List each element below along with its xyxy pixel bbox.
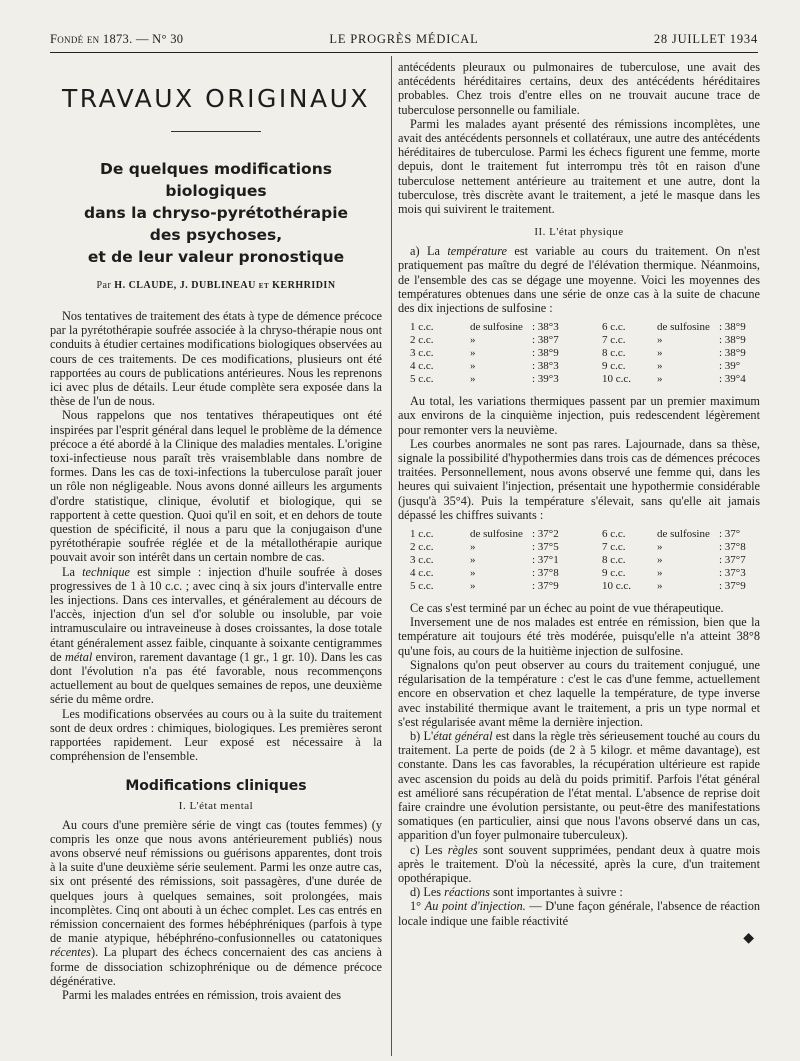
table-cell: 4 c.c. <box>410 567 434 580</box>
table-cell: » <box>657 373 663 386</box>
paragraph: Au total, les variations thermiques passent par un premier maximum aux environs de la cinquième injection, puis redescendent légèrement pour remonter vers la neuvième. <box>398 394 760 437</box>
paragraph: Nous rappelons que nos tentatives thérapeutiques ont été inspirées par l'esprit général dans lequel le problème de la démence précoce a été abordé à la Clinique des maladies mentales. L'origine toxi-infectieuse nous paraît très vraisemblable dans nombre de formes. Dans les cas de toxi-infections la tuberculose paraît jouer un rôle non négligeable. Nous avons donné ailleurs les arguments d'ordre statistique, clinique, évolutif et biologique, qui se rapportent à cette question. Quoi qu'il en soit, et en dehors de toute question de spécificité, il nous a paru que la conjugaison d'une pyrétothérapie soufrée réglée et de la métallothérapie aurique pouvait avoir son intérêt dans un certain nombre de cas. <box>50 408 382 565</box>
table-cell: 7 c.c. <box>602 541 626 554</box>
paragraph: Les courbes anormales ne sont pas rares. Lajournade, dans sa thèse, signale la possibilité d'hypothermies dans trois cas de démences précoces traitées. Personnellement, nous avons observé une femme qui, dans les heures qui suivaient l'injection, présentait une hypothermie considérable (jusqu'à 35°4). Puis la température s'élevait, sans qu'elle ait jamais dépassé les chiffres suivants : <box>398 436 760 522</box>
table-row <box>398 528 760 541</box>
subheading: Modifications cliniques <box>125 777 307 794</box>
paragraph: Ce cas s'est terminé par un échec au point de vue thérapeutique. <box>410 601 724 616</box>
right-column <box>398 60 760 947</box>
left-column <box>50 60 382 1002</box>
table-cell: » <box>470 347 476 360</box>
table-cell: de sulfosine <box>470 321 523 334</box>
text-run: est simple : injection d'huile soufrée à doses progressives de 1 à 10 c.c. ; avec cinq à six jours d'intervalle entre les injections. Dans ces intervalles, et généralement au décours de l'accès, injection d'un sel d'or soluble ou insoluble, par voie intramusculaire ou intraveineuse à doses croissantes, la dose totale étant généralement assez faible, cinquante à soixante centigrammes de <box>50 564 382 664</box>
table-cell: : 37°5 <box>532 541 559 554</box>
table-cell: » <box>470 541 476 554</box>
temperature-table <box>398 528 760 593</box>
paragraph: Parmi les malades ayant présenté des rémissions incomplètes, une avait des antécédents personnels et collatéraux, une autre des antécédents héréditaires de tuberculose. Parmi les échecs figurent une femme, morte depuis, dont le traitement fut interrompu très tôt en raison d'une tuberculose nettement antérieure au traitement et une autre, dont la tuberculose, très discrète avant le traitement, a jeté le masque dans les mois qui suivirent le traitement. <box>398 116 760 217</box>
italic-term: métal <box>64 649 93 664</box>
paragraph: Parmi les malades entrées en rémission, trois avaient des <box>62 987 341 1002</box>
italic-term: température <box>447 244 507 259</box>
table-cell: » <box>470 554 476 567</box>
table-cell: 1 c.c. <box>410 528 434 541</box>
table-cell: 3 c.c. <box>410 554 434 567</box>
authors-prefix: Par <box>96 280 112 291</box>
article-title-line: dans la chryso-pyrétothérapie <box>83 204 349 222</box>
table-cell: 1 c.c. <box>410 321 434 334</box>
table-cell: » <box>470 580 476 593</box>
table-cell: : 38°9 <box>719 347 746 360</box>
table-cell: 8 c.c. <box>602 554 626 567</box>
title-rule <box>171 131 261 132</box>
text-run: sont importantes à suivre : <box>493 885 623 900</box>
table-cell: » <box>470 567 476 580</box>
table-cell: : 37°2 <box>532 528 559 541</box>
table-cell: de sulfosine <box>470 528 523 541</box>
text-run: sont souvent supprimées, pendant deux à quatre mois après le traitement. D'où la nécessité, après la cure, d'un traitement opothérapique. <box>398 842 760 885</box>
paragraph <box>50 818 382 988</box>
table-cell: » <box>470 334 476 347</box>
table-cell: de sulfosine <box>657 321 710 334</box>
table-cell: : 37°8 <box>532 567 559 580</box>
table-row <box>398 360 760 373</box>
paragraph <box>50 565 382 707</box>
article-title-line: et de leur valeur pronostique <box>87 248 345 266</box>
text-run: d) Les <box>410 885 442 900</box>
paragraph: Inversement une de nos malades est entrée en rémission, bien que la température ait toujours été très modérée, puisqu'elle n'a atteint 38°8 qu'une fois, au cours de la huitième injection de sulfosine. <box>398 615 760 658</box>
table-cell: : 37°8 <box>719 541 746 554</box>
article-title <box>50 158 382 268</box>
table-row <box>398 567 760 580</box>
table-row <box>398 321 760 334</box>
text-run: 1° <box>410 899 425 914</box>
table-cell: : 37°7 <box>719 554 746 567</box>
italic-term: technique <box>82 564 130 579</box>
table-cell: » <box>470 360 476 373</box>
table-cell: 10 c.c. <box>602 580 632 593</box>
sub-subheading: II. L'état physique <box>534 226 624 239</box>
text-run: environ, rarement davantage (1 gr., 1 gr. 10). Dans les cas dont l'évolution n'a pas été favorable, nous recommençons actuellement au bout de quelques semaines de repos, une deuxième série du même ordre. <box>50 649 383 707</box>
table-cell: : 38°3 <box>532 321 559 334</box>
table-cell: : 38°9 <box>719 334 746 347</box>
table-cell: 10 c.c. <box>602 373 632 386</box>
table-cell: » <box>470 373 476 386</box>
text-run: est dans la règle très sérieusement touché au cours du traitement. La perte de poids (de 2 à 5 kilogr. et même davantage), est constante. Dans les cas favorables, la récupération ultérieure est rapide avec ascension du poids au delà du poids primitif. Parfois l'état général est amélioré sans récupération de l'état mental. L'absence de reprise doit faire craindre une évolution persistante, ou peut-être des manifestations somatiques (en particulier, ainsi que nous l'avons observé dans un cas, apparition d'un foyer pulmonaire tuberculeux). <box>398 728 760 843</box>
issue-date: 28 JUILLET 1934 <box>653 32 758 46</box>
table-cell: : 37° <box>719 528 741 541</box>
section-title: TRAVAUX ORIGINAUX <box>61 84 370 113</box>
text-run: La <box>62 564 75 579</box>
header-founded: Fondé en 1873. — N° 30 <box>50 32 184 46</box>
table-cell: : 38°9 <box>719 321 746 334</box>
italic-term: état général <box>433 728 493 743</box>
article-title-line: des psychoses, <box>149 226 283 244</box>
table-row <box>398 347 760 360</box>
paragraph: Les modifications observées au cours ou à la suite du traitement sont de deux ordres : chimiques, biologiques. Les premières seront rapportées rapidement. Leur exposé est nécessaire à la compréhension de l'ensemble. <box>50 706 382 764</box>
paragraph <box>398 899 760 927</box>
text-run: ). La plupart des échecs concernaient des cas anciens à forme de dissociation schizophrénique ou de démence précoce dégénérative. <box>50 945 382 988</box>
table-cell: 3 c.c. <box>410 347 434 360</box>
authors-line <box>50 280 382 291</box>
table-cell: 7 c.c. <box>602 334 626 347</box>
italic-term: réactions <box>444 885 490 900</box>
paragraph: antécédents pleuraux ou pulmonaires de tuberculose, une avait des antécédents héréditaires certains, deux des antécédents héréditaires probables. Chez trois d'entre elles on ne trouvait aucune trace de tuberculose personnelle ou familiale. <box>398 60 760 117</box>
table-cell: 9 c.c. <box>602 360 626 373</box>
table-row <box>398 580 760 593</box>
column-divider <box>391 56 392 1056</box>
authors-names: H. CLAUDE, J. DUBLINEAU et KERHRIDIN <box>114 280 336 291</box>
table-cell: 5 c.c. <box>410 373 434 386</box>
paragraph <box>398 843 760 886</box>
sub-subheading: I. L'état mental <box>178 799 254 812</box>
paragraph: Nos tentatives de traitement des états à type de démence précoce par la pyrétothérapie soufrée associée à la chryso-thérapie nous ont conduits à étudier certaines modifications biologiques observées au cours de ces traitements. De ces modifications, plusieurs ont été rapportées au cours de publications antérieures. Nous les reprenons ici avec plus de détails. Leur étude complète sera exposée dans la thèse de l'un de nous. <box>50 309 382 409</box>
italic-term: règles <box>447 842 478 857</box>
table-cell: » <box>657 580 663 593</box>
table-cell: : 37°3 <box>719 567 746 580</box>
table-cell: 4 c.c. <box>410 360 434 373</box>
table-cell: » <box>657 541 663 554</box>
header-rule <box>50 52 758 53</box>
table-cell: 2 c.c. <box>410 334 434 347</box>
table-row <box>398 373 760 386</box>
table-cell: » <box>657 567 663 580</box>
table-cell: de sulfosine <box>657 528 710 541</box>
table-cell: 8 c.c. <box>602 347 626 360</box>
table-row <box>398 334 760 347</box>
table-cell: 6 c.c. <box>602 321 626 334</box>
italic-term: récentes <box>50 945 91 960</box>
temperature-table <box>398 321 760 386</box>
table-row <box>398 541 760 554</box>
table-row <box>398 554 760 567</box>
article-title-line: De quelques modifications biologiques <box>100 160 332 200</box>
table-cell: » <box>657 334 663 347</box>
table-cell: : 38°3 <box>532 360 559 373</box>
table-cell: : 38°9 <box>532 347 559 360</box>
table-cell: » <box>657 347 663 360</box>
table-cell: : 39°4 <box>719 373 746 386</box>
text-run: c) Les <box>410 842 443 857</box>
table-cell: : 39° <box>719 360 741 373</box>
table-cell: : 38°7 <box>532 334 559 347</box>
running-header <box>50 32 758 50</box>
text-run: a) La <box>410 244 440 259</box>
table-cell: : 37°1 <box>532 554 559 567</box>
table-cell: 5 c.c. <box>410 580 434 593</box>
paragraph <box>398 244 760 315</box>
text-run: est variable au cours du traitement. On n'est pratiquement pas maître du degré de l'élévation thermique. Néanmoins, de l'ensemble des cas se dégage une moyenne. Voici les moyennes des températures obtenues dans une série de onze cas à la suite de chacune des dix injections de sulfosine : <box>398 244 760 316</box>
italic-term: Au point d'injection. <box>424 899 526 914</box>
table-cell: 2 c.c. <box>410 541 434 554</box>
text-run: b) L' <box>410 728 434 743</box>
table-cell: : 37°9 <box>719 580 746 593</box>
paragraph <box>398 729 760 843</box>
table-cell: » <box>657 554 663 567</box>
table-cell: : 37°9 <box>532 580 559 593</box>
table-cell: 6 c.c. <box>602 528 626 541</box>
end-ornament: ◆ <box>743 930 754 946</box>
table-cell: » <box>657 360 663 373</box>
journal-name: LE PROGRÈS MÉDICAL <box>329 32 479 46</box>
table-cell: 9 c.c. <box>602 567 626 580</box>
paragraph <box>398 885 760 899</box>
text-run: Au cours d'une première série de vingt cas (toutes femmes) (y compris les onze que nous avons antérieurement publiés) nous avons observé neuf rémissions ou guérisons apparentes, dont trois à la suite d'une deuxième série seulement. Parmi les onze autre cas, six ont présenté des rémissions, soit passagères, d'une durée de quelques jours à quelques semaines, soit prolongées, mais incomplètes. Cinq ont abouti à un échec complet. Les cas entrés en rémission concernaient des formes hébéphréniques (parfois à type de manie atypique, hébéphréno-confusionnelles ou catatoniques <box>50 817 382 946</box>
paragraph: Signalons qu'on peut observer au cours du traitement conjugué, une régularisation de la température : c'est le cas d'une femme, actuellement encore en observation et chez laquelle la température, de type inverse avec instabilité thermique avant le traitement, a pris un type normal et s'est régularisée avant même la dernière injection. <box>398 657 760 729</box>
table-cell: : 39°3 <box>532 373 559 386</box>
text-run: — D'une façon générale, l'absence de réaction locale indique une faible réactivité <box>398 899 760 928</box>
